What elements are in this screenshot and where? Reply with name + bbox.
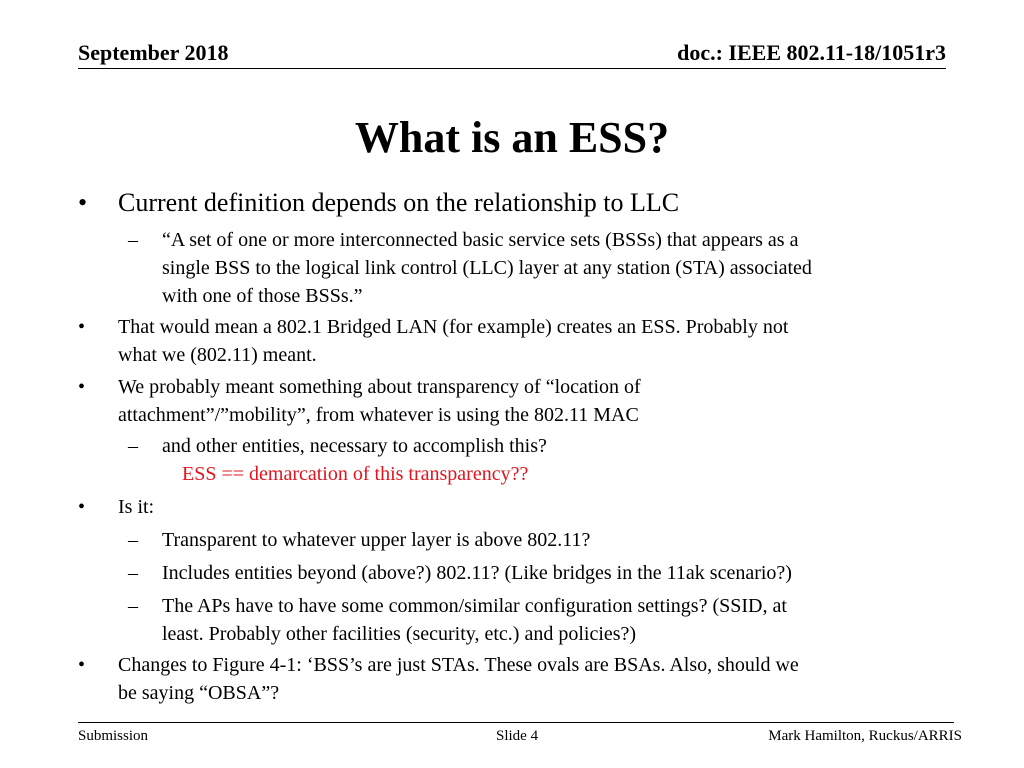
dash-icon: – [128, 435, 138, 457]
bullet-4-text: Is it: [118, 496, 155, 518]
header-date: September 2018 [78, 40, 229, 65]
bullet-1-sub-1-line-2: single BSS to the logical link control (LLC) layer at any station (STA) associated [162, 257, 812, 279]
bullet-4-sub-1 [128, 526, 922, 554]
bullet-3-line-1: We probably meant something about transparency of “location of [118, 376, 641, 398]
bullet-1-sub-1 [128, 226, 922, 310]
bullet-5-line-1: Changes to Figure 4-1: ‘BSS’s are just STAs. These ovals are BSAs. Also, should we [118, 654, 799, 676]
bullet-icon: • [78, 654, 86, 676]
bullet-3 [78, 373, 918, 429]
bullet-4-sub-3-line-1: The APs have to have some common/similar configuration settings? (SSID, at [162, 595, 787, 617]
footer-submission: Submission [78, 728, 149, 744]
slide-title: What is an ESS? [354, 113, 670, 162]
footer-slide-number: Slide 4 [496, 728, 539, 744]
bullet-3-line-2: attachment”/”mobility”, from whatever is using the 802.11 MAC [118, 404, 639, 426]
bullet-4-sub-3-line-2: least. Probably other facilities (security, etc.) and policies?) [162, 623, 637, 645]
dash-icon: – [128, 562, 138, 584]
bullet-2 [78, 313, 918, 369]
footer-author: Mark Hamilton, Ruckus/ARRIS [768, 728, 962, 744]
bullet-icon: • [78, 316, 86, 338]
bullet-4-sub-2 [128, 559, 922, 587]
dash-icon: – [128, 229, 138, 251]
bullet-1-text: Current definition depends on the relationship to LLC [118, 188, 680, 217]
header-divider [78, 68, 946, 69]
bullet-3-sub-1-text: and other entities, necessary to accomplish this? [162, 435, 547, 457]
bullet-1 [78, 188, 918, 218]
bullet-1-sub-1-line-3: with one of those BSSs.” [162, 285, 363, 307]
bullet-icon: • [78, 188, 88, 217]
dash-icon: – [128, 529, 138, 551]
bullet-5-line-2: be saying “OBSA”? [118, 682, 280, 704]
bullet-4-sub-2-text: Includes entities beyond (above?) 802.11? (Like bridges in the 11ak scenario?) [162, 562, 792, 584]
bullet-3-sub-1-red-note: ESS == demarcation of this transparency?? [182, 463, 529, 485]
bullet-4 [78, 493, 918, 521]
bullet-2-line-1: That would mean a 802.1 Bridged LAN (for example) creates an ESS. Probably not [118, 316, 789, 338]
bullet-4-sub-1-text: Transparent to whatever upper layer is above 802.11? [162, 529, 591, 551]
bullet-5 [78, 651, 918, 707]
footer-divider [78, 722, 954, 723]
bullet-icon: • [78, 376, 86, 398]
bullet-icon: • [78, 496, 86, 518]
bullet-2-line-2: what we (802.11) meant. [118, 344, 317, 366]
bullet-3-sub-1 [128, 432, 922, 488]
dash-icon: – [128, 595, 138, 617]
header-doc-id: doc.: IEEE 802.11-18/1051r3 [677, 40, 946, 65]
bullet-1-sub-1-line-1: “A set of one or more interconnected basic service sets (BSSs) that appears as a [162, 229, 799, 251]
bullet-4-sub-3 [128, 592, 922, 648]
